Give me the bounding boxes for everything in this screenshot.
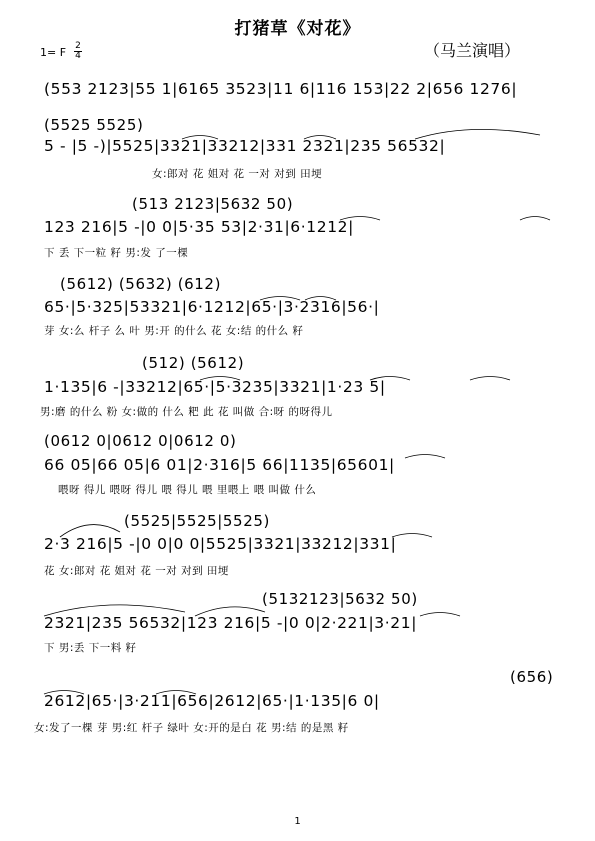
key-signature: 1= F (40, 46, 67, 59)
notation-line-4: 65·|5·325|53321|6·1212|65·|3·2316|56·| (44, 298, 380, 316)
singer-credit: （马兰演唱） (424, 41, 521, 60)
slur (405, 455, 445, 459)
page-number: 1 (294, 816, 301, 827)
parenthetical-line-9: (656) (510, 668, 554, 686)
notation-line-1: (553 2123|55 1|6165 3523|11 6|116 153|22 2|656 1276| (44, 80, 518, 98)
lyric-line-8: 下 男:丢 下一料 籽 (44, 642, 137, 654)
lyric-line-9: 女:发了一棵 芽 男:红 杆子 绿叶 女:开的是白 花 男:结 的是黑 籽 (34, 722, 349, 734)
notation-line-7: 2·3 216|5 -|0 0|0 0|5525|3321|33212|331| (44, 535, 397, 553)
parenthetical-line-6: (0612 0|0612 0|0612 0) (44, 432, 237, 450)
song-title: 打猪草《对花》 (234, 19, 361, 39)
lyric-line-5: 男:磨 的什么 粉 女:做的 什么 粑 此 花 叫做 合:呀 的呀得儿 (40, 406, 333, 418)
lyric-line-6: 喂呀 得儿 喂呀 得儿 喂 得儿 喂 里喂上 喂 叫做 什么 (58, 484, 317, 496)
meter-top: 2 (75, 41, 81, 51)
notation-line-6: 66 05|66 05|6 01|2·316|5 66|1135|65601| (44, 456, 395, 474)
parenthetical-line-7: (5525|5525|5525) (124, 512, 270, 530)
time-signature (74, 42, 82, 61)
lyric-line-2: 女:郎对 花 姐对 花 一对 对到 田埂 (152, 168, 323, 180)
notation-line-8: 2321|235 56532|123 216|5 -|0 0|2·221|3·21| (44, 614, 418, 632)
notation-line-9: 2612|65·|3·211|656|2612|65·|1·135|6 0| (44, 692, 380, 710)
lyric-line-7: 花 女:郎对 花 姐对 花 一对 对到 田埂 (44, 565, 229, 577)
notation-line-2: 5 - |5 -)|5525|3321|33212|331 2321|235 56532| (44, 137, 446, 155)
slur (392, 534, 432, 538)
parenthetical-line-3: (513 2123|5632 50) (132, 195, 294, 213)
meter-bottom: 4 (75, 51, 81, 61)
parenthetical-line-8: (5132123|5632 50) (262, 590, 418, 608)
parenthetical-line-2: (5525 5525) (44, 116, 144, 134)
notation-line-5: 1·135|6 -|33212|65·|5·3235|3321|1·23 5| (44, 378, 386, 396)
slur (470, 377, 510, 381)
slur (420, 613, 460, 617)
lyric-line-4: 芽 女:么 杆子 么 叶 男:开 的什么 花 女:结 的什么 籽 (44, 325, 304, 337)
parenthetical-line-5: (512) (5612) (142, 354, 245, 372)
parenthetical-line-4: (5612) (5632) (612) (60, 275, 222, 293)
notation-line-3: 123 216|5 -|0 0|5·35 53|2·31|6·1212| (44, 218, 354, 236)
lyric-line-3: 下 丢 下一粒 籽 男:发 了一棵 (44, 247, 189, 259)
slur (520, 217, 550, 221)
